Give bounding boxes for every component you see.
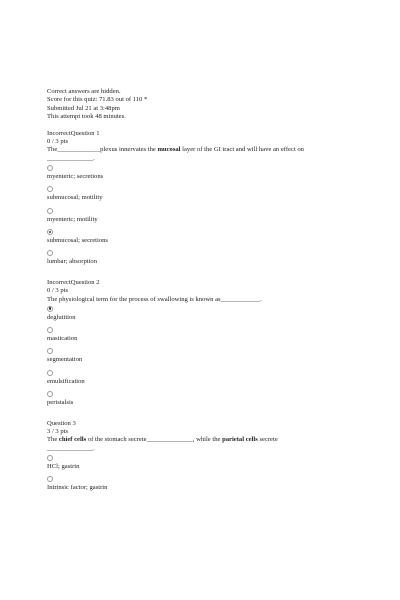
question-3 [47, 420, 367, 493]
answer-label: Intrinsic factor; gastrin [47, 484, 108, 492]
answer-label: submucosal; secretions [47, 236, 108, 244]
attempt-duration: This attempt took 48 minutes. [47, 113, 126, 121]
quiz-content [47, 88, 367, 497]
prompt-blank: ______________ [146, 436, 193, 444]
question-prompt-continued [47, 445, 367, 453]
answer-option[interactable] [47, 250, 367, 266]
answer-option[interactable] [47, 348, 367, 364]
question-title: IncorrectQuestion 2 [47, 278, 100, 286]
submitted-time: Submitted Jul 21 at 3:48pm [47, 104, 120, 112]
radio-button[interactable] [47, 186, 53, 192]
question-2 [47, 279, 367, 408]
question-title: Question 3 [47, 419, 76, 427]
answer-label: myenteric; motility [47, 215, 98, 223]
radio-button[interactable] [47, 327, 53, 333]
prompt-text: . [260, 295, 262, 303]
answer-option[interactable] [47, 229, 367, 245]
prompt-text: The [47, 436, 59, 444]
prompt-blank: ______________ [47, 444, 94, 452]
question-points: 3 / 3 pts [47, 427, 69, 435]
prompt-text: layer of the GI tract and will have an effect on [180, 146, 304, 154]
radio-button[interactable] [47, 250, 53, 256]
question-1 [47, 130, 367, 267]
answer-option[interactable] [47, 391, 367, 407]
question-points: 0 / 3 pts [47, 287, 69, 295]
radio-button[interactable] [47, 370, 53, 376]
prompt-blank: _____________ [57, 146, 101, 154]
prompt-text: plexus innervates the [100, 146, 158, 154]
answer-label: segmentation [47, 356, 83, 364]
answer-option[interactable] [47, 370, 367, 386]
answer-label: myenteric; secretions [47, 172, 104, 180]
radio-button[interactable] [47, 476, 53, 482]
radio-button[interactable] [47, 455, 53, 461]
prompt-text: . [93, 154, 95, 162]
prompt-text: , while the [192, 436, 223, 444]
question-points: 0 / 3 pts [47, 138, 69, 146]
radio-button[interactable] [47, 348, 53, 354]
answer-option[interactable] [47, 165, 367, 181]
answer-label: HCl; gastrin [47, 462, 80, 470]
hidden-answers-note: Correct answers are hidden. [47, 88, 121, 95]
answer-label: peristalsis [47, 399, 74, 407]
question-prompt [47, 436, 367, 444]
answer-option[interactable] [47, 327, 367, 343]
quiz-score: Score for this quiz: 71.83 out of 110 * [47, 96, 148, 104]
answer-option[interactable] [47, 476, 367, 492]
prompt-text: . [93, 444, 95, 452]
answer-option[interactable] [47, 186, 367, 202]
answer-label: emulsification [47, 377, 85, 385]
radio-button[interactable] [47, 208, 53, 214]
answer-option[interactable] [47, 455, 367, 471]
answer-label: submucosal; motility [47, 194, 103, 202]
prompt-text: The physiological term for the process of swallowing is known as [47, 295, 221, 303]
question-prompt-continued [47, 155, 367, 163]
prompt-text: of the stomach secrete [86, 436, 147, 444]
prompt-emphasis: parietal cells [222, 436, 258, 444]
prompt-text: secrete [257, 436, 278, 444]
radio-button-selected[interactable] [47, 306, 53, 312]
prompt-blank: ______________ [47, 154, 94, 162]
radio-button[interactable] [47, 165, 53, 171]
answer-label: deglutition [47, 313, 76, 321]
question-prompt [47, 146, 367, 154]
answer-label: mastication [47, 334, 78, 342]
answer-option[interactable] [47, 208, 367, 224]
prompt-emphasis: chief cells [58, 436, 87, 444]
question-title: IncorrectQuestion 1 [47, 129, 100, 137]
answer-option[interactable] [47, 306, 367, 322]
radio-button-selected[interactable] [47, 229, 53, 235]
radio-button[interactable] [47, 391, 53, 397]
prompt-text: The [47, 146, 58, 154]
quiz-summary [47, 88, 367, 122]
prompt-blank: ____________ [220, 295, 261, 303]
question-prompt [47, 296, 367, 304]
prompt-emphasis: mucosal [157, 146, 181, 154]
answer-label: lumbar; absorption [47, 258, 97, 266]
